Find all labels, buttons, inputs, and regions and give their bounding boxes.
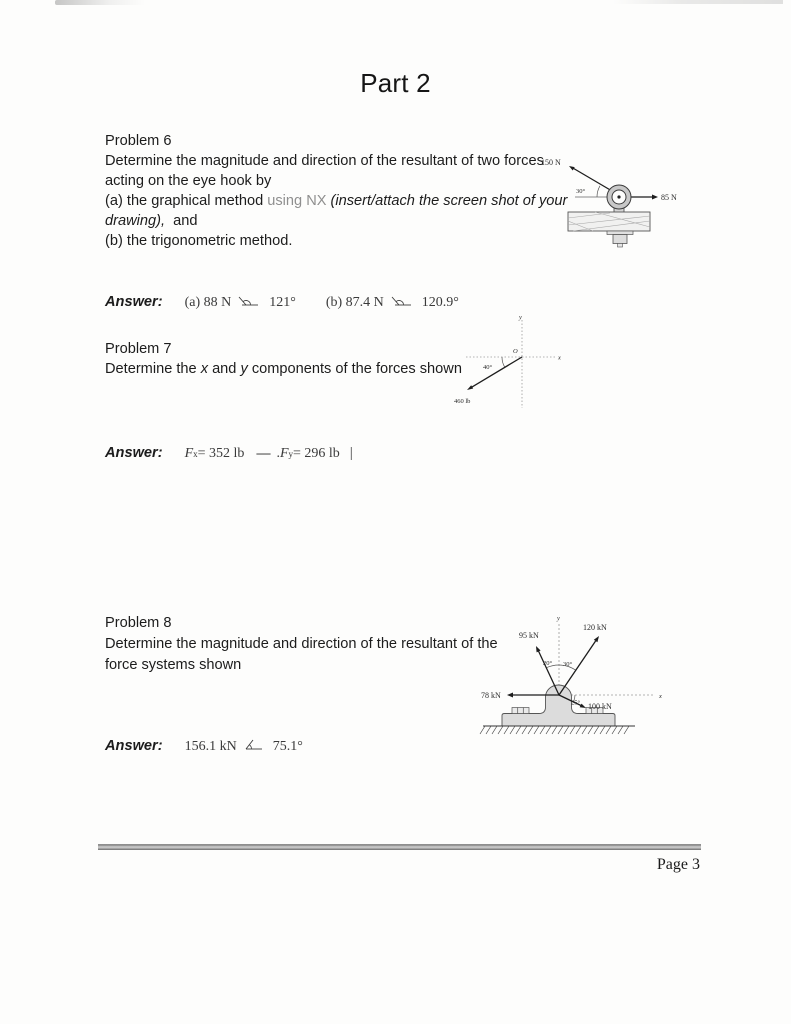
footer-divider xyxy=(98,844,701,850)
nut xyxy=(613,235,627,244)
problem6-line xyxy=(105,211,567,231)
answer-part-b xyxy=(326,292,459,311)
problem8-answer xyxy=(105,736,303,755)
answer-b-value: (b) 87.4 N xyxy=(325,295,384,310)
fx-value: = 352 lb xyxy=(197,446,245,461)
arrowhead-icon xyxy=(652,195,658,200)
problem8-line: Determine the magnitude and direction of the resultant of the xyxy=(105,636,498,652)
scan-artifact xyxy=(613,0,783,4)
answer-part-a xyxy=(185,292,296,311)
x-axis-label: x xyxy=(558,354,561,362)
bolt-plate-left xyxy=(512,708,529,714)
x-variable: x xyxy=(200,361,209,377)
washer xyxy=(607,231,633,235)
angle-20-label: 20° xyxy=(543,660,553,667)
problem6-line-italic: drawing), xyxy=(105,213,166,229)
force-460-line xyxy=(472,357,522,387)
force-95-line xyxy=(538,650,559,695)
bolt-tip xyxy=(618,244,623,248)
eye-hook-diagram xyxy=(535,148,695,253)
left-direction-dash: — xyxy=(256,446,271,461)
force-components-diagram xyxy=(450,312,570,412)
down-direction-bar: | xyxy=(349,445,353,461)
problem6-line-normal: and xyxy=(165,213,198,229)
problem7-desc: and xyxy=(208,361,241,377)
angle-arc xyxy=(597,186,600,197)
problem6-line-normal: (a) the graphical method xyxy=(105,193,268,209)
answer-angle: 75.1° xyxy=(272,739,303,754)
answer-label: Answer: xyxy=(105,738,163,754)
separator-dot: . xyxy=(276,446,280,461)
problem6-line-italic: (insert/attach the screen shot of your xyxy=(330,193,568,209)
problem7-desc: components of the forces shown xyxy=(247,361,462,377)
origin-label: O xyxy=(513,348,518,355)
arrowhead-icon xyxy=(507,693,513,698)
problem7-answer xyxy=(105,445,353,462)
y-axis-label: y xyxy=(557,615,560,622)
problem6-answer xyxy=(105,292,459,311)
wood-plank xyxy=(568,212,650,231)
problem6-line: acting on the eye hook by xyxy=(105,173,272,189)
angle-arc xyxy=(502,357,505,367)
answer-a-angle: 121° xyxy=(269,295,296,310)
force-150-label: 150 N xyxy=(541,158,561,167)
problem7-text xyxy=(105,339,462,379)
problem6-line-muted: using NX xyxy=(267,193,331,209)
force-78-label: 78 kN xyxy=(481,691,501,700)
fy-result xyxy=(276,446,339,462)
fx-symbol: F xyxy=(184,446,194,461)
y-axis-label: y xyxy=(519,314,522,321)
problem8-heading: Problem 8 xyxy=(105,615,172,631)
angle-40-label: 40° xyxy=(483,364,493,371)
problem7-desc: Determine the xyxy=(105,361,201,377)
scan-artifact xyxy=(55,0,145,5)
arrowhead-icon xyxy=(467,385,473,390)
acute-angle-icon xyxy=(244,738,264,752)
fx-result xyxy=(185,446,245,462)
force-460-label: 460 lb xyxy=(454,398,471,405)
obtuse-angle-icon xyxy=(238,294,260,308)
y-variable: y xyxy=(240,361,248,377)
answer-result xyxy=(185,736,303,755)
problem8-line: force systems shown xyxy=(105,657,242,673)
angle-30-label: 30° xyxy=(576,188,586,195)
angle-25-label: 25° xyxy=(571,699,581,707)
force-85-label: 85 N xyxy=(661,193,677,202)
problem6-line: Determine the magnitude and direction of the resultant of two forces xyxy=(105,153,544,169)
arrowhead-icon xyxy=(594,636,599,642)
fy-subscript: y xyxy=(288,449,293,459)
problem6-line xyxy=(105,191,567,211)
fy-symbol: F xyxy=(279,446,289,461)
eye-center-dot xyxy=(617,195,620,198)
angle-30-label: 30° xyxy=(563,661,573,668)
x-axis-label: x xyxy=(659,693,662,700)
problem6-heading: Problem 6 xyxy=(105,133,172,149)
arrowhead-icon xyxy=(580,704,586,708)
obtuse-angle-icon xyxy=(391,294,413,308)
force-120-label: 120 kN xyxy=(583,623,607,632)
answer-value: 156.1 kN xyxy=(184,739,237,754)
problem7-heading: Problem 7 xyxy=(105,341,172,357)
fx-subscript: x xyxy=(193,449,198,459)
force-100-label: 100 kN xyxy=(588,702,612,711)
page-title: Part 2 xyxy=(360,68,431,98)
answer-b-angle: 120.9° xyxy=(421,295,459,310)
problem8-text xyxy=(105,613,498,676)
problem6-text xyxy=(105,131,567,251)
page-number: Page 3 xyxy=(656,856,700,873)
arrowhead-icon xyxy=(536,646,541,652)
force-120-line xyxy=(559,641,596,695)
fy-value: = 296 lb xyxy=(293,446,340,461)
answer-label: Answer: xyxy=(105,294,163,310)
problem7-line xyxy=(105,359,462,379)
force-system-diagram xyxy=(475,608,670,740)
problem6-line: (b) the trigonometric method. xyxy=(105,233,293,249)
ground-hatching xyxy=(480,726,629,734)
force-95-label: 95 kN xyxy=(519,631,539,640)
answer-a-value: (a) 88 N xyxy=(184,295,232,310)
arrowhead-icon xyxy=(569,166,575,171)
answer-label: Answer: xyxy=(105,445,163,461)
